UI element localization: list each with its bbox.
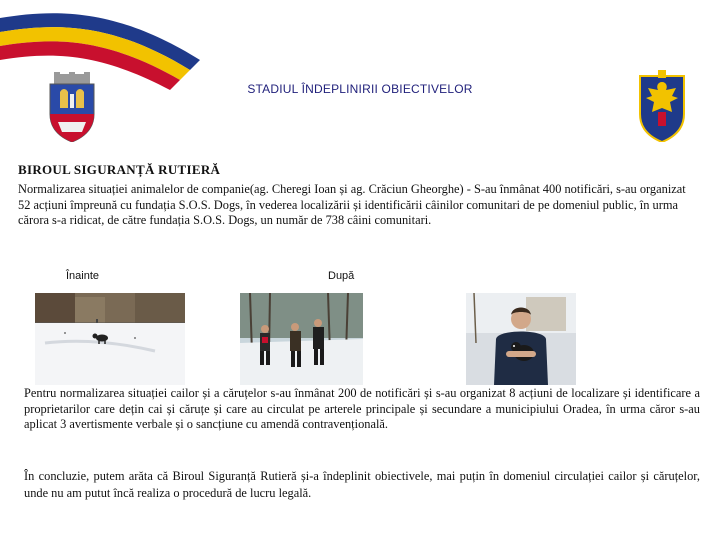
photo-after-forest-team: [240, 293, 363, 385]
oradea-coat-of-arms-icon: [46, 72, 98, 142]
paragraph-horses: Pentru normalizarea situației cailor și a căruțelor s-au înmânat 200 de notificări și s-au organizat 8 acțiuni de localizare și identificare a proprietarilor care dețin cai și căruțe și care au circulat pe arterele principale și secundare a municipiului Oradea, în urma căror s-au aplicat 3 avertismente verbale și o sancțiune cu amendă contravențională.: [24, 386, 700, 432]
page-title: STADIUL ÎNDEPLINIRII OBIECTIVELOR: [247, 82, 473, 96]
caption-before: Înainte: [66, 270, 100, 282]
paragraph-conclusion: În concluzie, putem arăta că Biroul Siguranță Rutieră și-a îndeplinit obiectivele, mai puțin în domeniul circulației cailor și căruțelor, unde nu am putut încă realiza o procedură de lucru legală.: [24, 469, 700, 500]
photo-after-man-with-puppy: [466, 293, 576, 385]
caption-after: După: [328, 270, 355, 282]
photo-before-snowy-yard: [35, 293, 185, 385]
police-eagle-crest-icon: [636, 70, 688, 142]
section-heading: BIROUL SIGURANȚĂ RUTIERĂ: [18, 162, 221, 177]
romanian-flag-ribbon-icon: [0, 0, 240, 90]
paragraph-animals: Normalizarea situației animalelor de companie(ag. Cheregi Ioan și ag. Crăciun Gheorghe) - S-au înmânat 400 notificări, s-au organizat 52 acțiuni împreună cu fundația S.O.S. Dogs, în vederea localizării și identificării câinilor comunitari de pe domeniul public, în urma cărora s-a ridicat, de către fundația S.O.S. Dogs, un număr de 738 câini comunitari.: [18, 182, 686, 228]
